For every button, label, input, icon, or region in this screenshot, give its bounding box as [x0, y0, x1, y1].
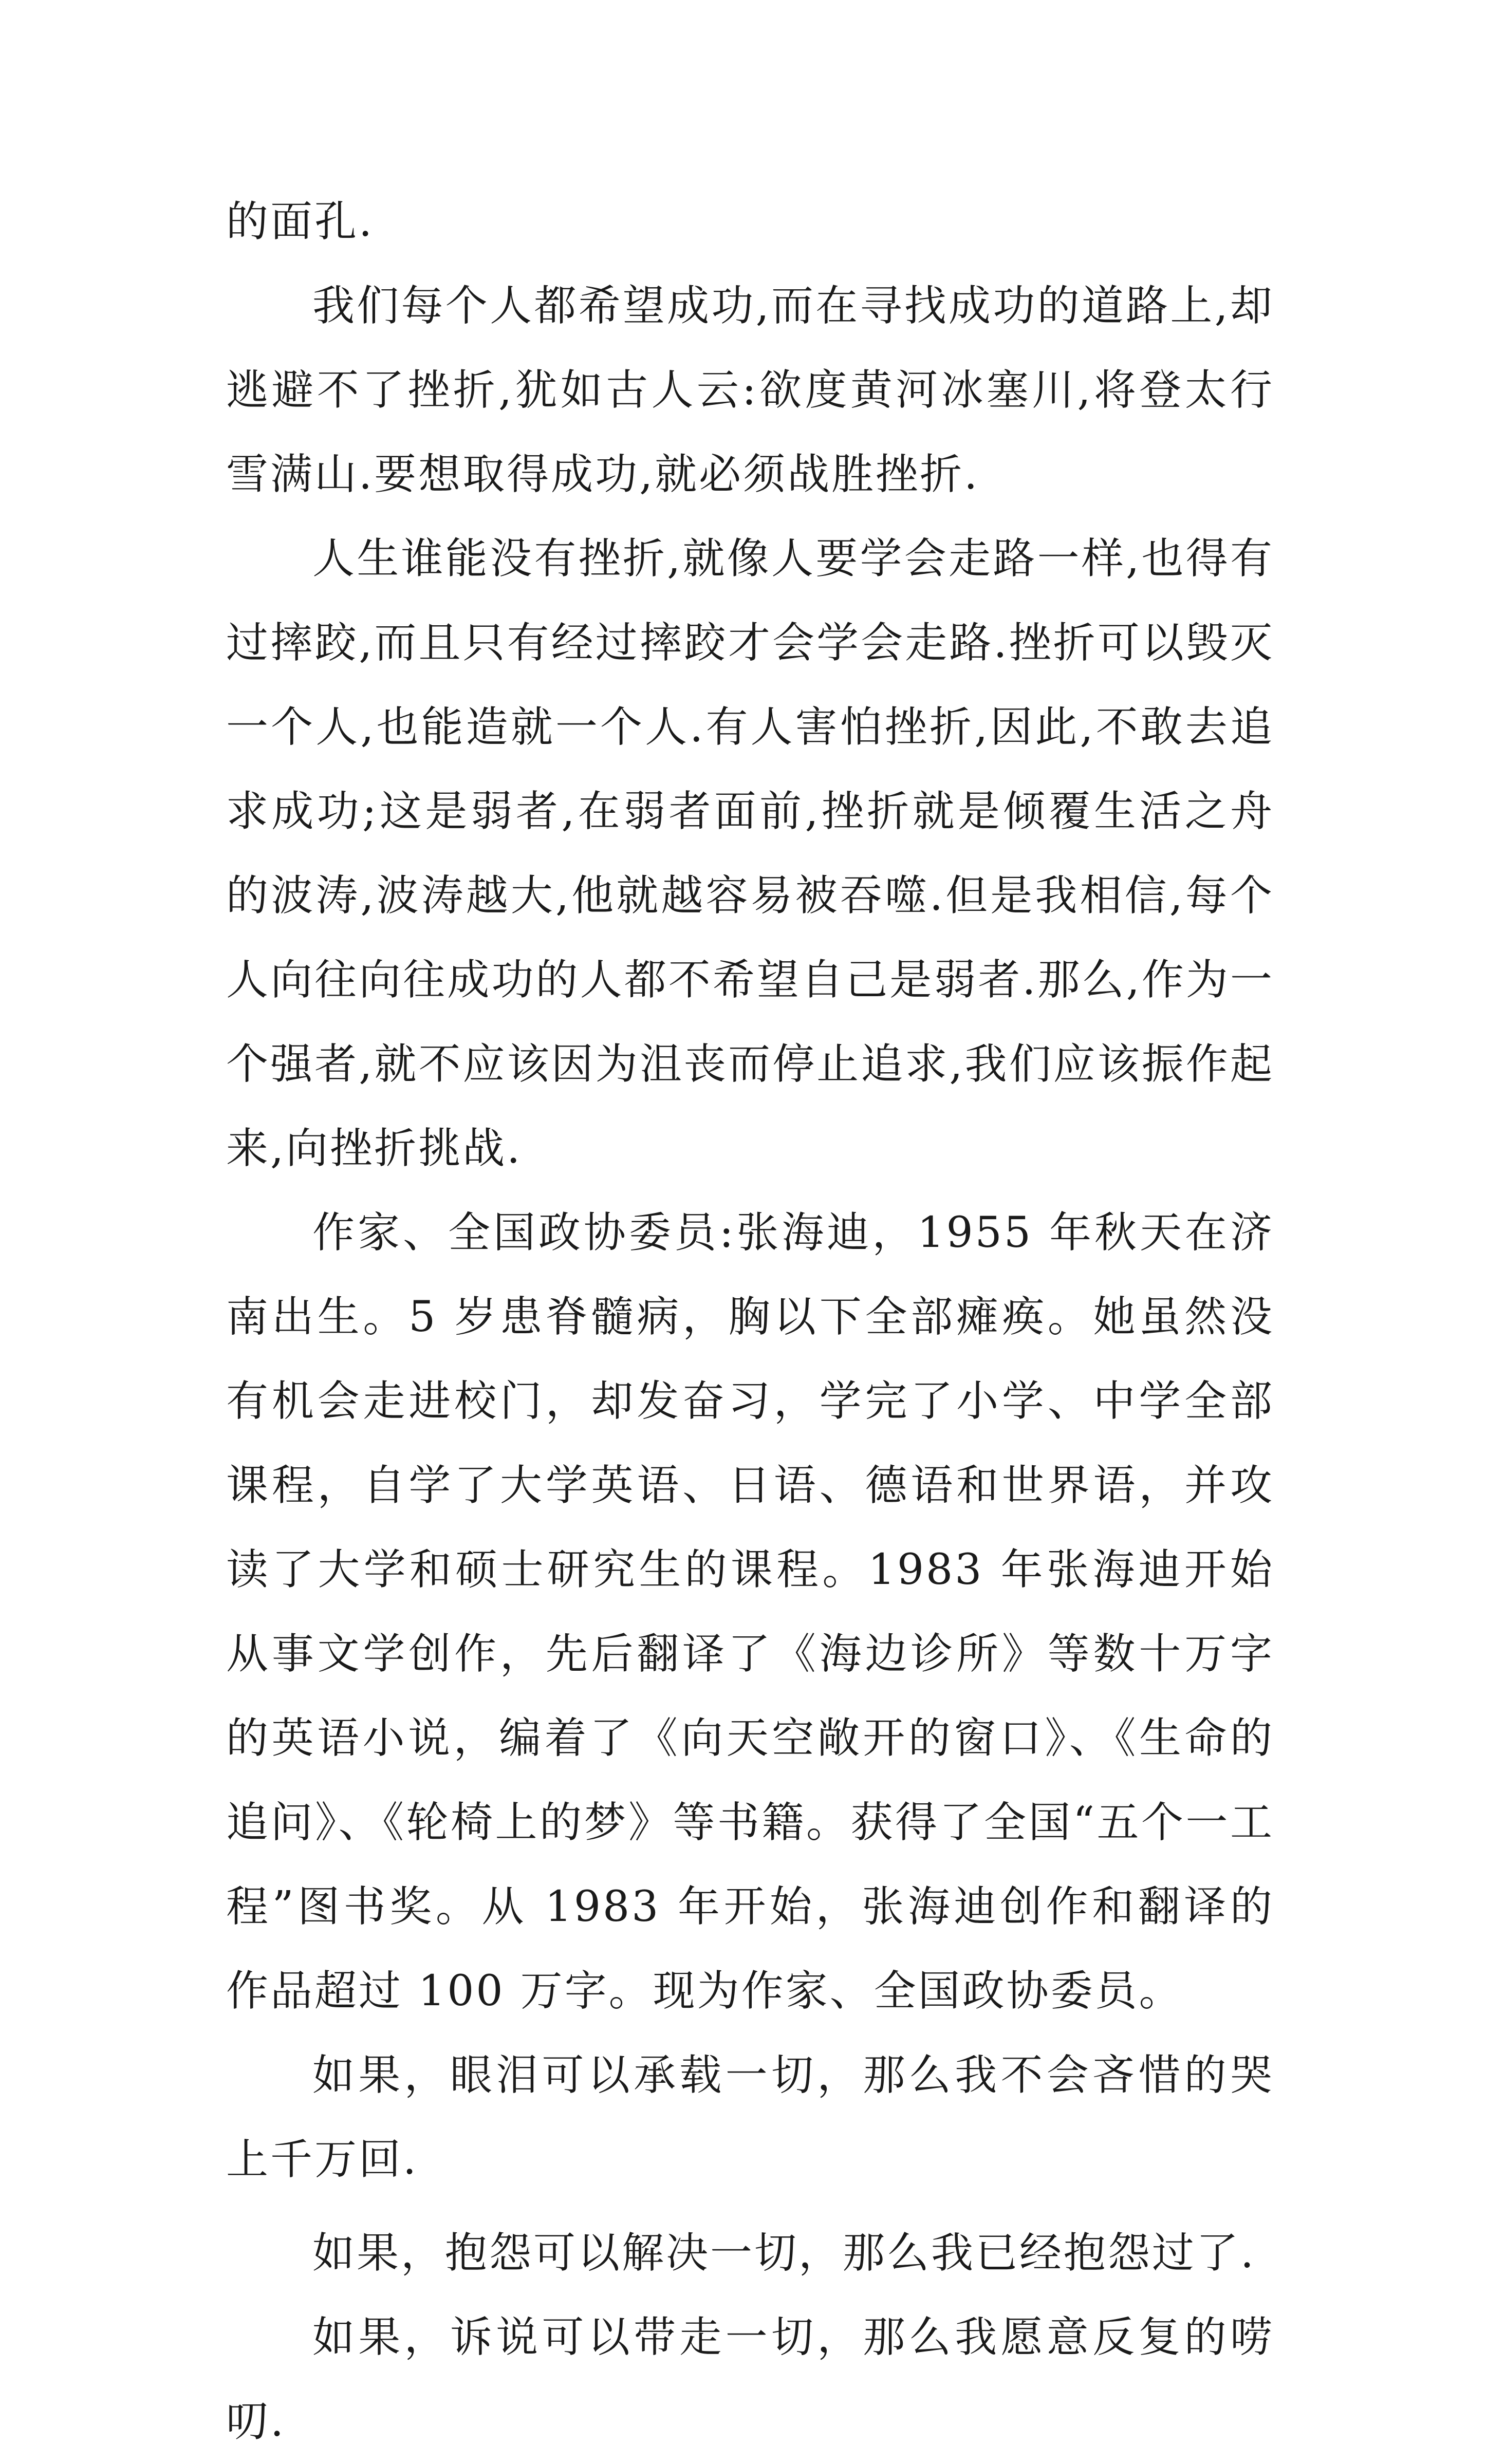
paragraph-success-and-setbacks: 我们每个人都希望成功,而在寻找成功的道路上,却逃避不了挫折,犹如古人云:欲度黄河冰塞川,将登太行雪满山.要想取得成功,就必须战胜挫折. [226, 282, 1274, 499]
paragraph-zhang-haidi: 作家、全国政协委员:张海迪，1955 年秋天在济南出生。5 岁患脊髓病，胸以下全部瘫痪。她虽然没有机会走进校门，却发奋习，学完了小学、中学全部课程，自学了大学英语、日语、德语和世界语，并攻读了大学和硕士研究生的课程。1983 年张海迪开始从事文学创作，先后翻译了《海边诊所》等数十万字的英语小说，编着了《向天空敞开的窗口》、《生命的追问》、《轮椅上的梦》等书籍。获得了全国“五个一工程”图书奖。从 1983 年开始，张海迪创作和翻译的作品超过 100 万字。现为作家、全国政协委员。 [226, 1208, 1274, 2015]
paragraph-facing-setbacks: 人生谁能没有挫折,就像人要学会走路一样,也得有过摔跤,而且只有经过摔跤才会学会走路.挫折可以毁灭一个人,也能造就一个人.有人害怕挫折,因此,不敢去追求成功;这是弱者,在弱者面前,挫折就是倾覆生活之舟的波涛,波涛越大,他就越容易被吞噬.但是我相信,每个人向往向往成功的人都不希望自己是弱者.那么,作为一个强者,就不应该因为沮丧而停止追求,我们应该振作起来,向挫折挑战. [226, 534, 1274, 1173]
paragraph-if-complaints: 如果，抱怨可以解决一切，那么我已经抱怨过了. [312, 2229, 1256, 2278]
paragraph-if-telling: 如果，诉说可以带走一切，那么我愿意反复的唠叨. [226, 2313, 1274, 2446]
paragraph-continuation: 的面孔. [226, 197, 375, 246]
paragraph-if-tears: 如果，眼泪可以承载一切，那么我不会吝惜的哭上千万回. [226, 2051, 1274, 2184]
document-body [226, 180, 1274, 2464]
